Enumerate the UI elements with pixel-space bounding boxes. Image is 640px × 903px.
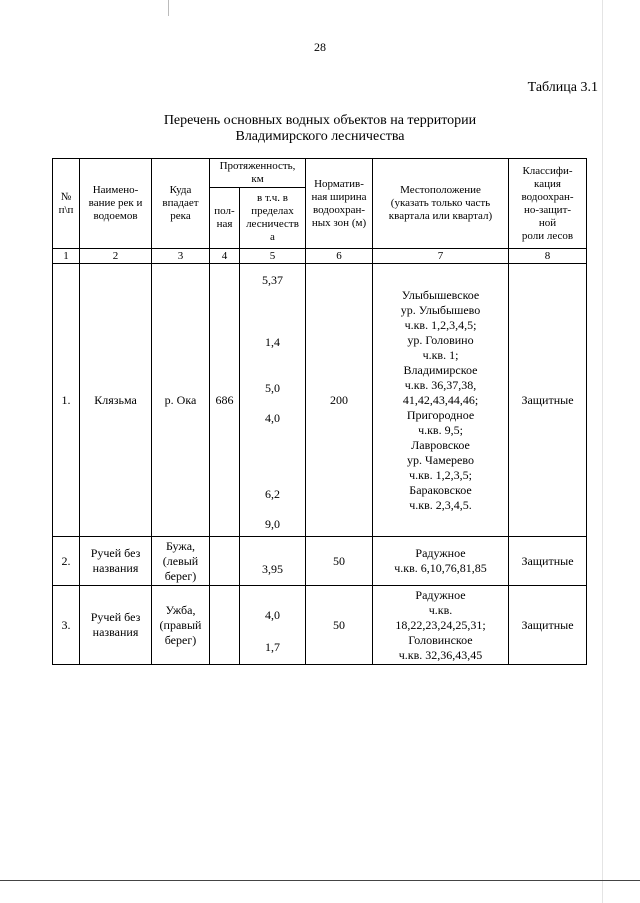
table-label: Таблица 3.1 — [527, 80, 598, 95]
column-numbers-row — [53, 249, 587, 264]
location: Радужное ч.кв. 6,10,76,81,85 — [373, 537, 509, 586]
column-number: 5 — [240, 249, 306, 264]
within-forestry-length — [240, 586, 306, 665]
column-number: 7 — [373, 249, 509, 264]
column-number: 8 — [509, 249, 587, 264]
title-line-1: Перечень основных водных объектов на территории — [163, 113, 477, 128]
table-row — [53, 586, 587, 665]
water-body-name: Клязьма — [80, 264, 152, 537]
length-segment: 3,95 — [262, 562, 283, 576]
scan-bottom-edge — [0, 880, 640, 881]
flows-into: Бужа, (левый берег) — [152, 537, 210, 586]
flows-into: Ужба, (правый берег) — [152, 586, 210, 665]
header-total-length: пол- ная — [210, 188, 240, 249]
length-segment: 1,7 — [265, 640, 280, 654]
page-number: 28 — [314, 40, 326, 54]
water-objects-table — [52, 158, 587, 665]
header-length-group: Протяженность, км — [210, 159, 306, 188]
header-zone-width: Норматив- ная ширина водоохран- ных зон (м) — [306, 159, 373, 249]
total-length: 686 — [210, 264, 240, 537]
header-row-1 — [53, 159, 587, 188]
total-length — [210, 537, 240, 586]
header-classification: Классифи- кация водоохран- но-защит- ной роли лесов — [509, 159, 587, 249]
within-forestry-length — [240, 537, 306, 586]
classification: Защитные — [509, 264, 587, 537]
row-number: 2. — [53, 537, 80, 586]
header-name: Наимено- вание рек и водоемов — [80, 159, 152, 249]
total-length — [210, 586, 240, 665]
zone-width: 50 — [306, 537, 373, 586]
water-body-name: Ручей без названия — [80, 537, 152, 586]
table-row — [53, 537, 587, 586]
column-number: 3 — [152, 249, 210, 264]
header-within-forestry: в т.ч. в пределах лесничеств а — [240, 188, 306, 249]
length-segment: 1,4 — [265, 335, 280, 349]
within-forestry-length — [240, 264, 306, 537]
classification: Защитные — [509, 586, 587, 665]
column-number: 2 — [80, 249, 152, 264]
water-body-name: Ручей без названия — [80, 586, 152, 665]
table-title — [0, 113, 640, 145]
location: Радужное ч.кв. 18,22,23,24,25,31; Головинское ч.кв. 32,36,43,45 — [373, 586, 509, 665]
column-number: 4 — [210, 249, 240, 264]
length-segment: 5,37 — [262, 273, 283, 287]
flows-into: р. Ока — [152, 264, 210, 537]
classification: Защитные — [509, 537, 587, 586]
length-segment: 6,2 — [265, 487, 280, 501]
length-segment: 4,0 — [265, 411, 280, 425]
length-segment: 5,0 — [265, 381, 280, 395]
table-row — [53, 264, 587, 537]
header-no: № п\п — [53, 159, 80, 249]
title-line-2: Владимирского лесничества — [235, 129, 405, 144]
row-number: 3. — [53, 586, 80, 665]
row-number: 1. — [53, 264, 80, 537]
length-segment: 4,0 — [265, 608, 280, 622]
length-segment: 9,0 — [265, 517, 280, 531]
zone-width: 50 — [306, 586, 373, 665]
column-number: 6 — [306, 249, 373, 264]
header-flows-into: Куда впадает река — [152, 159, 210, 249]
scan-artifact-mark — [168, 0, 169, 16]
header-location: Местоположение (указать только часть квартала или квартал) — [373, 159, 509, 249]
location: Улыбышевское ур. Улыбышево ч.кв. 1,2,3,4,5; ур. Головино ч.кв. 1; Владимирское ч.кв. 36,37,38, 41,42,43,44,46; Пригородное ч.кв. 9,5; Лавровское ур. Чамерево ч.кв. 1,2,3,5; Бараковское ч.кв. 2,3,4,5. — [373, 264, 509, 537]
zone-width: 200 — [306, 264, 373, 537]
column-number: 1 — [53, 249, 80, 264]
